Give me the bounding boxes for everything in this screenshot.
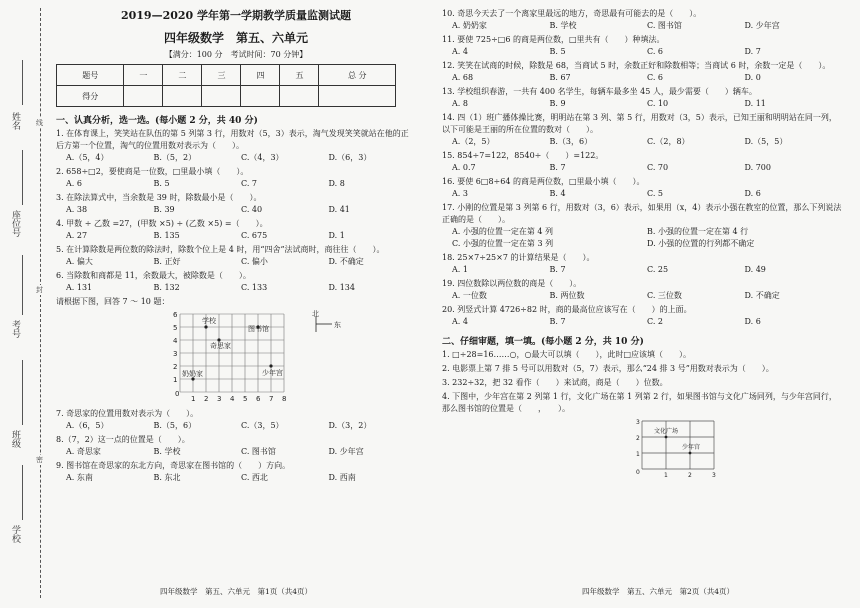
option[interactable]: D. 700: [744, 163, 771, 172]
question-3: 3. 在除法算式中，当余数是 39 时，除数最小是（ ）。: [56, 193, 262, 202]
score-value-row: [57, 86, 396, 107]
options-4: [66, 230, 416, 242]
mini-grid-svg: [632, 417, 722, 479]
score-cell: 五: [280, 65, 319, 86]
question-16: 16. 要使 6□8÷64 的商是两位数，□里最小填（ ）。: [442, 177, 645, 186]
options-5: [66, 256, 416, 268]
option[interactable]: B. 135: [153, 231, 180, 240]
question-15: 15. 854÷7=122，8540÷（ ）=122。: [442, 151, 604, 160]
compass: [312, 310, 341, 332]
svg-text:0: 0: [175, 390, 180, 398]
svg-text:0: 0: [636, 469, 640, 476]
options-18: [452, 264, 842, 276]
class-label: 班级: [10, 430, 20, 448]
mini-map: [632, 417, 842, 483]
svg-text:2: 2: [204, 395, 209, 403]
option[interactable]: A.（6，5）: [66, 421, 109, 430]
name-line: [22, 60, 23, 105]
score-input[interactable]: [241, 86, 280, 107]
question-11: 11. 要使 725÷□6 的商是两位数，□里共有（ ）种填法。: [442, 35, 665, 44]
option[interactable]: A. 1: [452, 265, 468, 274]
seat-label: 座位号: [10, 210, 20, 237]
option[interactable]: C. 6: [647, 47, 664, 56]
option[interactable]: D. 41: [328, 205, 350, 214]
option[interactable]: A. 38: [66, 205, 88, 214]
fill-question-1: 1. □÷28=16……○，○最大可以填（ ），此时□应该填（ ）。: [442, 350, 692, 359]
option[interactable]: D. 不确定: [328, 257, 364, 266]
option[interactable]: D.（5，5）: [744, 137, 788, 146]
option[interactable]: A.（2，5）: [452, 137, 495, 146]
question-12: 12. 笑笑在试商的时候，除数是 68，当商试 5 时，余数正好和除数相等；当商试 6 时，余数一定是（ ）。: [442, 61, 831, 70]
option[interactable]: A. 4: [452, 47, 468, 56]
option[interactable]: A. 东南: [66, 473, 93, 482]
options-3: [66, 204, 416, 216]
option[interactable]: B. 5: [153, 179, 170, 188]
option[interactable]: A. 奶奶家: [452, 21, 487, 30]
option[interactable]: D. 小强的位置的行列都不确定: [647, 239, 755, 248]
option[interactable]: B. 学校: [549, 21, 577, 30]
svg-text:4: 4: [230, 395, 235, 403]
question-9: 9. 图书馆在奇思家的东北方向，奇思家在图书馆的（ ）方向。: [56, 461, 291, 470]
option[interactable]: A. 偏大: [66, 257, 93, 266]
options-13: [452, 98, 842, 110]
option[interactable]: C. 小强的位置一定在第 3 列: [452, 239, 554, 248]
exam-title: 2019—2020 学年第一学期教学质量监测试题: [120, 9, 352, 22]
label-youth-palace-mini: 少年宫: [682, 444, 701, 451]
option[interactable]: A. 3: [452, 189, 468, 198]
option[interactable]: A. 68: [452, 73, 474, 82]
option[interactable]: D. 少年宫: [744, 21, 780, 30]
score-header-row: [57, 65, 396, 86]
option[interactable]: A. 4: [452, 317, 468, 326]
score-cell: 四: [241, 65, 280, 86]
option[interactable]: D.（3，2）: [328, 421, 372, 430]
question-2: 2. 658÷□2，要使商是一位数，□里最小填（ ）。: [56, 167, 249, 176]
score-cell: 题号: [57, 65, 124, 86]
svg-text:5: 5: [173, 324, 178, 332]
footer-right: 四年级数学 第五、六单元 第2页（共4页）: [582, 587, 735, 596]
school-label: 学校: [10, 525, 20, 543]
score-input[interactable]: [124, 86, 163, 107]
option[interactable]: D. 西南: [328, 473, 356, 482]
label-library: 图书馆: [248, 325, 269, 333]
question-10: 10. 奇思今天去了一个离家里最远的地方，奇思最有可能去的是（ ）。: [442, 9, 702, 18]
option[interactable]: A. 0.7: [452, 163, 476, 172]
option[interactable]: C. 图书馆: [241, 447, 276, 456]
option[interactable]: D. 0: [744, 73, 761, 82]
svg-text:1: 1: [191, 395, 196, 403]
option[interactable]: A. 27: [66, 231, 88, 240]
question-17: 17. 小刚的位置是第 3 列第 6 行，用数对（3，6）表示，如果用（x，4）表示小强在教室的位置，那么下列说法正确的是（ ）。: [442, 203, 842, 224]
page-right: [432, 0, 860, 608]
fill-question-3: 3. 232÷32，把 32 看作（ ）来试商，商是（ ）位数。: [442, 378, 668, 387]
option[interactable]: C. 133: [241, 283, 268, 292]
svg-text:2: 2: [688, 472, 692, 479]
score-table: [56, 64, 396, 107]
svg-text:3: 3: [173, 350, 178, 358]
option[interactable]: A.（5，4）: [66, 153, 109, 162]
option[interactable]: A. 奇思家: [66, 447, 101, 456]
cut-word-seal: 封: [36, 286, 43, 294]
question-6: 6. 当除数和商都是 11，余数最大，被除数是（ ）。: [56, 271, 251, 280]
options-11: [452, 46, 842, 58]
option[interactable]: D. 6: [744, 317, 761, 326]
option[interactable]: C.（4，3）: [241, 153, 284, 162]
svg-text:1: 1: [636, 451, 640, 458]
svg-text:2: 2: [173, 363, 178, 371]
options-1: [66, 152, 416, 164]
option[interactable]: B. 学校: [153, 447, 181, 456]
option[interactable]: B.（5，2）: [153, 153, 197, 162]
options-20: [452, 316, 842, 328]
option[interactable]: D. 不确定: [744, 291, 780, 300]
option[interactable]: C. 三位数: [647, 291, 682, 300]
name-label: 姓名: [10, 112, 20, 130]
exam-info: 【满分：100 分 考试时间：70 分钟】: [164, 50, 308, 59]
exam-no-line: [22, 255, 23, 315]
option[interactable]: C. 5: [647, 189, 664, 198]
option[interactable]: C. 6: [647, 73, 664, 82]
score-cell: 得分: [57, 86, 124, 107]
svg-text:6: 6: [256, 395, 261, 403]
option[interactable]: C. 675: [241, 231, 268, 240]
fill-question-2: 2. 电影票上第 7 排 5 号可以用数对（5，7）表示，那么“24 排 3 号”用数对表示为（ ）。: [442, 364, 774, 373]
label-school: 学校: [202, 317, 216, 325]
options-2: [66, 178, 416, 190]
section1-heading: 一、认真分析，选一选。(每小题 2 分，共 40 分): [56, 116, 258, 126]
svg-text:2: 2: [636, 435, 640, 442]
option[interactable]: D. 49: [744, 265, 766, 274]
svg-text:3: 3: [712, 472, 716, 479]
label-youth-palace: 少年宫: [262, 369, 283, 377]
option[interactable]: B. 7: [549, 265, 566, 274]
option[interactable]: D.（6，3）: [328, 153, 372, 162]
svg-text:5: 5: [243, 395, 248, 403]
score-input[interactable]: [319, 86, 396, 107]
score-cell: 一: [124, 65, 163, 86]
score-cell: 二: [163, 65, 202, 86]
question-18: 18. 25×7÷25×7 的计算结果是（ ）。: [442, 253, 595, 262]
option[interactable]: B. 67: [549, 73, 571, 82]
option[interactable]: B. 两位数: [549, 291, 585, 300]
question-19: 19. 四位数除以两位数的商是（ ）。: [442, 279, 582, 288]
question-8: 8.（7，2）这一点的位置是（ ）。: [56, 435, 190, 444]
left-content: [56, 6, 416, 484]
map-place-labels: [182, 316, 283, 378]
binding-margin: [0, 0, 44, 608]
option[interactable]: C. 70: [647, 163, 669, 172]
score-cell: 总 分: [319, 65, 396, 86]
compass-north: 北: [312, 310, 319, 318]
option[interactable]: B. 39: [153, 205, 175, 214]
options-10: [452, 20, 842, 32]
score-input[interactable]: [202, 86, 241, 107]
option[interactable]: C. 25: [647, 265, 669, 274]
cut-word-secret: 密: [36, 456, 43, 464]
question-14: 14. 四（1）班广播体操比赛，明明站在第 3 列、第 5 行，用数对（3，5）表示，已知王丽和明明站在同一列，以下可能是王丽的所在位置的数对（ ）。: [442, 113, 837, 134]
axis-tick-labels: [173, 311, 286, 403]
footer-left: 四年级数学 第五、六单元 第1页（共4页）: [160, 587, 313, 596]
option[interactable]: A. 小强的位置一定在第 4 列: [452, 227, 554, 236]
options-7: [66, 420, 416, 432]
option[interactable]: A. 6: [66, 179, 82, 188]
option[interactable]: B.（3，6）: [549, 137, 593, 146]
svg-text:3: 3: [217, 395, 222, 403]
label-grandma-home: 奶奶家: [182, 370, 203, 378]
svg-text:1: 1: [173, 376, 178, 384]
option[interactable]: B. 小强的位置一定在第 4 行: [647, 227, 749, 236]
class-line: [22, 360, 23, 425]
question-1: 1. 在体育课上，笑笑站在队伍的第 5 列第 3 行，用数对（5，3）表示，淘气发现笑笑就站在他的正后方第一个位置，淘气的位置用数对表示为（ ）。: [56, 129, 409, 150]
options-16: [452, 188, 842, 200]
coordinate-map: [166, 310, 416, 406]
question-4: 4. 甲数 ÷ 乙数 =27，(甲数 ×5) ÷ (乙数 ×5) =（ ）。: [56, 219, 268, 228]
svg-text:8: 8: [282, 395, 287, 403]
question-7: 7. 奇思家的位置用数对表示为（ ）。: [56, 409, 199, 418]
option[interactable]: D. 8: [328, 179, 345, 188]
option[interactable]: A. 131: [66, 283, 93, 292]
option[interactable]: D. 7: [744, 47, 761, 56]
option[interactable]: C. 40: [241, 205, 263, 214]
option[interactable]: B. 5: [549, 47, 566, 56]
svg-text:4: 4: [173, 337, 178, 345]
question-20: 20. 列竖式计算 4726÷82 时，商的最高位应该写在（ ）的上面。: [442, 305, 692, 314]
svg-text:1: 1: [664, 472, 668, 479]
score-cell: 三: [202, 65, 241, 86]
option[interactable]: C.（2，8）: [647, 137, 690, 146]
options-14: [452, 136, 842, 148]
options-6: [66, 282, 416, 294]
option[interactable]: D. 11: [744, 99, 766, 108]
option[interactable]: D. 6: [744, 189, 761, 198]
compass-east: 东: [334, 321, 341, 329]
right-content: [442, 6, 842, 483]
options-15: [452, 162, 842, 174]
option[interactable]: C. 7: [241, 179, 258, 188]
cut-word-line: 线: [36, 119, 43, 127]
svg-text:6: 6: [173, 311, 178, 319]
option[interactable]: C. 2: [647, 317, 664, 326]
option[interactable]: C. 西北: [241, 473, 268, 482]
option[interactable]: C. 图书馆: [647, 21, 682, 30]
option[interactable]: B. 7: [549, 317, 566, 326]
option[interactable]: B. 4: [549, 189, 566, 198]
cut-line: [40, 8, 41, 598]
option[interactable]: D. 1: [328, 231, 345, 240]
score-input[interactable]: [163, 86, 202, 107]
exam-subtitle: 四年级数学 第五、六单元: [163, 31, 308, 45]
option[interactable]: B. 7: [549, 163, 566, 172]
options-17: [452, 226, 842, 250]
seat-line: [22, 150, 23, 205]
option[interactable]: B. 132: [153, 283, 180, 292]
score-input[interactable]: [280, 86, 319, 107]
option[interactable]: B. 正好: [153, 257, 181, 266]
options-12: [452, 72, 842, 84]
option[interactable]: A. 一位数: [452, 291, 487, 300]
option[interactable]: B. 东北: [153, 473, 181, 482]
coordinate-grid-svg: [166, 310, 406, 406]
options-19: [452, 290, 842, 302]
exam-no-label: 考号: [10, 320, 20, 338]
options-9: [66, 472, 416, 484]
question-5: 5. 在计算除数是两位数的除法时，除数个位上是 4 时，用“四舍”法试商时，商往往（ ）。: [56, 245, 385, 254]
svg-text:7: 7: [269, 395, 274, 403]
option[interactable]: B. 9: [549, 99, 566, 108]
option[interactable]: D. 少年宫: [328, 447, 364, 456]
option[interactable]: C.（3，5）: [241, 421, 284, 430]
question-13: 13. 学校组织春游，一共有 400 名学生，每辆车最多坐 45 人，最少需要（ ）辆车。: [442, 87, 757, 96]
option[interactable]: C. 偏小: [241, 257, 268, 266]
school-line: [22, 465, 23, 520]
svg-text:3: 3: [636, 419, 640, 426]
option[interactable]: A. 8: [452, 99, 468, 108]
map-intro: 请根据下图，回答 7 ～ 10 题：: [56, 297, 170, 306]
label-culture-square: 文化广场: [654, 428, 679, 435]
section2-heading: 二、仔细审题，填一填。(每小题 2 分，共 10 分): [442, 337, 644, 347]
option[interactable]: B.（5，6）: [153, 421, 197, 430]
options-8: [66, 446, 416, 458]
label-qisi-home: 奇思家: [210, 342, 231, 350]
fill-question-4: 4. 下图中，少年宫在第 2 列第 1 行，文化广场在第 1 列第 2 行，如果图书馆与文化广场同列，与少年宫同行，那么图书馆的位置是（ ， ）。: [442, 392, 837, 413]
option[interactable]: D. 134: [328, 283, 355, 292]
option[interactable]: C. 10: [647, 99, 669, 108]
